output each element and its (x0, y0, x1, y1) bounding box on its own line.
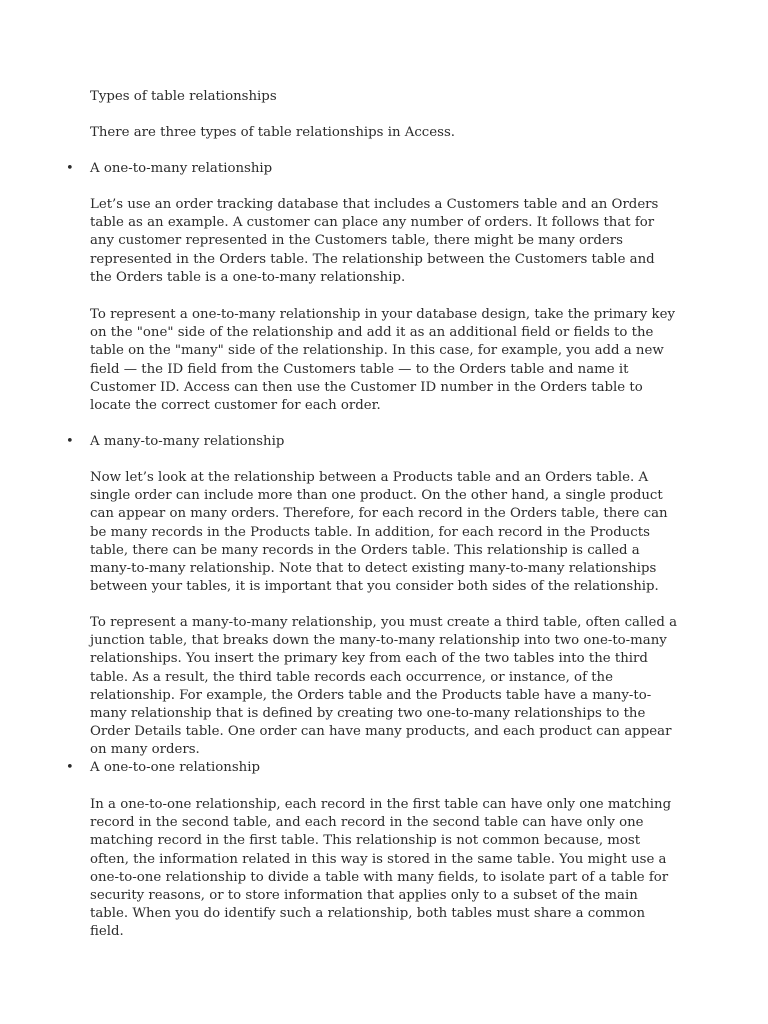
section-heading-many-to-many: A many-to-many relationship (90, 434, 285, 449)
section-heading-one-to-one: A one-to-one relationship (90, 760, 260, 775)
section-paragraph: Let’s use an order tracking database that includes a Customers table and an Orders table as an example. A customer can place any number of orders. It follows that for any customer represented in the Customers table, there might be many orders represented in the Orders table. The relationship between the Customers table and the Orders table is a one-to-many relationship. (90, 197, 659, 285)
intro-paragraph: There are three types of table relationships in Access. (90, 125, 455, 140)
section-paragraph: To represent a many-to-many relationship, you must create a third table, often called a junction table, that breaks down the many-to-many relationship into two one-to-many relationships. You insert the primary key from each of the two tables into the third table. As a result, the third table records each occurrence, or instance, of the relationship. For example, the Orders table and the Products table have a many-to-many relationship that is defined by creating two one-to-many relationships to the Order Details table. One order can have many products, and each product can appear on many orders. (90, 615, 677, 758)
section-paragraph: In a one-to-one relationship, each record in the first table can have only one matching record in the second table, and each record in the second table can have only one matching record in the first table. This relationship is not common because, most often, the information related in this way is stored in the same table. You might use a one-to-one relationship to divide a table with many fields, to isolate part of a table for security reasons, or to store information that applies only to a subset of the main table. When you do identify such a relationship, both tables must share a common field. (90, 797, 672, 940)
bullet-icon: • (66, 760, 74, 775)
bullet-icon: • (66, 161, 74, 176)
document-title: Types of table relationships (90, 89, 277, 104)
bullet-icon: • (66, 434, 74, 449)
section-paragraph: To represent a one-to-many relationship in your database design, take the primary key on the "one" side of the relationship and add it as an additional field or fields to the table on the "many" side of the relationship. In this case, for example, you add a new field — the ID field from the Customers table — to the Orders table and name it Customer ID. Access can then use the Customer ID number in the Orders table to locate the correct customer for each order. (90, 307, 675, 414)
section-paragraph: Now let’s look at the relationship between a Products table and an Orders table. A single order can include more than one product. On the other hand, a single product can appear on many orders. Therefore, for each record in the Orders table, there can be many records in the Products table. In addition, for each record in the Products table, there can be many records in the Orders table. This relationship is called a many-to-many relationship. Note that to detect existing many-to-many relationships between your tables, it is important that you consider both sides of the relationship. (90, 470, 668, 595)
section-heading-one-to-many: A one-to-many relationship (90, 161, 273, 176)
